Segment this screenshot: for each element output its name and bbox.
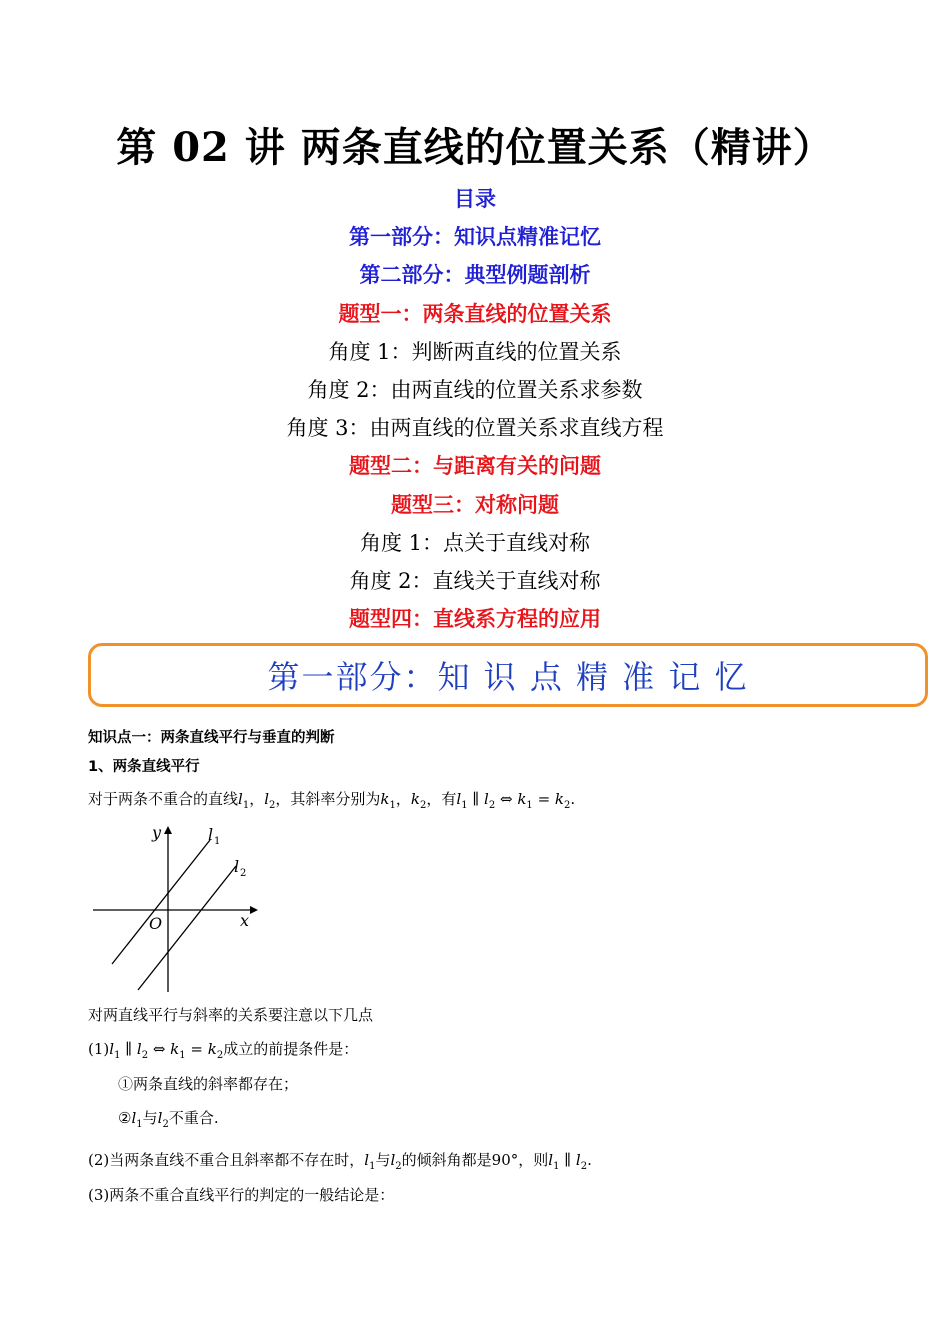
l1-subscript: 1: [214, 836, 221, 847]
math-k1: $k_1$: [380, 790, 396, 811]
math-l1: $l_1$: [131, 1109, 143, 1130]
math-l2: $l_2$: [390, 1151, 402, 1172]
text: 的倾斜角都是: [401, 1151, 492, 1169]
math-l1: $l_1$: [364, 1151, 376, 1172]
section-banner-label: 第一部分：知 识 点 精 准 记 忆: [267, 658, 749, 696]
toc-item-type4[interactable]: 题型四：直线系方程的应用: [349, 606, 601, 632]
line-l1: [112, 840, 210, 964]
toc-item-type3-angle2[interactable]: 角度 2：直线关于直线对称: [349, 568, 601, 593]
math-l2: $l_2$: [157, 1109, 169, 1130]
subsection-title: 1、两条直线平行: [88, 759, 200, 775]
x-label: x: [240, 911, 250, 930]
toc-item-type2[interactable]: 题型二：与距离有关的问题: [349, 453, 601, 479]
l1-label: l: [208, 825, 214, 844]
condition-2: [118, 1107, 219, 1130]
text: ，: [395, 790, 411, 808]
text: ，其斜率分别为: [275, 790, 381, 808]
math-l1: $l_1$: [238, 790, 250, 811]
section-banner: [88, 643, 928, 707]
math-formula: $l_1$ ∥ $l_2$: [548, 1151, 588, 1172]
toc-item-type1-angle2[interactable]: 角度 2：由两直线的位置关系求参数: [307, 377, 643, 402]
toc-heading[interactable]: 目录: [454, 186, 496, 211]
x-axis-arrow: [250, 906, 258, 914]
toc-item-type1-angle1[interactable]: 角度 1：判断两直线的位置关系: [328, 339, 622, 364]
knowledge-point-title: 知识点一：两条直线平行与垂直的判断: [88, 730, 335, 746]
parallel-definition: 对于两条不重合的直线$l_1$，$l_2$，其斜率分别为$k_1$，$k_2$，有$l_1$ ∥ $l_2$ ⇔ $k_1 = k_2$.: [88, 790, 576, 811]
point-2: (2)当两条直线不重合且斜率都不存在时，$l_1$与$l_2$的倾斜角都是90°，则$l_1$ ∥ $l_2$.: [88, 1151, 592, 1172]
math-k2: $k_2$: [410, 790, 427, 811]
text: 与: [142, 1109, 158, 1127]
text: 成立的前提条件是：: [223, 1040, 359, 1058]
condition-1: ①两条直线的斜率都存在；: [118, 1075, 299, 1093]
l2-subscript: 2: [240, 868, 247, 879]
text: 不重合.: [168, 1109, 219, 1127]
text: ②: [118, 1109, 132, 1127]
math-l2: $l_2$: [264, 790, 276, 811]
text: (1): [88, 1040, 110, 1058]
text: ，则: [518, 1151, 549, 1169]
table-of-contents: [0, 184, 950, 642]
math-angle: 90°: [491, 1151, 519, 1169]
point-1: [88, 1038, 358, 1061]
math-formula: $l_1$ ∥ $l_2$ ⇔ $k_1 = k_2$: [109, 1040, 224, 1061]
toc-item-type1-angle3[interactable]: 角度 3：由两直线的位置关系求直线方程: [286, 416, 664, 441]
parallel-lines-graph: [88, 822, 268, 997]
l2-label: l: [234, 857, 240, 876]
toc-item-part2[interactable]: 第二部分：典型例题剖析: [359, 262, 591, 288]
y-axis-arrow: [164, 826, 172, 834]
point-3: (3)两条不重合直线平行的判定的一般结论是：: [88, 1186, 395, 1204]
toc-item-type3[interactable]: 题型三：对称问题: [391, 491, 559, 517]
toc-item-type3-angle1[interactable]: 角度 1：点关于直线对称: [359, 530, 591, 555]
text: ，: [249, 790, 265, 808]
text: ，有: [426, 790, 457, 808]
text: 对于两条不重合的直线: [88, 790, 239, 808]
text: 与: [375, 1151, 391, 1169]
toc-item-part1[interactable]: 第一部分：知识点精准记忆: [349, 224, 601, 250]
toc-item-type1[interactable]: 题型一：两条直线的位置关系: [338, 300, 612, 326]
text: (2)当两条直线不重合且斜率都不存在时，: [88, 1151, 365, 1169]
math-formula: $l_1$ ∥ $l_2$ ⇔ $k_1 = k_2$: [456, 790, 571, 811]
note-text: 对两直线平行与斜率的关系要注意以下几点: [88, 1006, 374, 1024]
origin-label: O: [149, 914, 163, 933]
y-label: y: [152, 823, 162, 842]
page-title: 第 02 讲 两条直线的位置关系（精讲）: [116, 124, 834, 171]
